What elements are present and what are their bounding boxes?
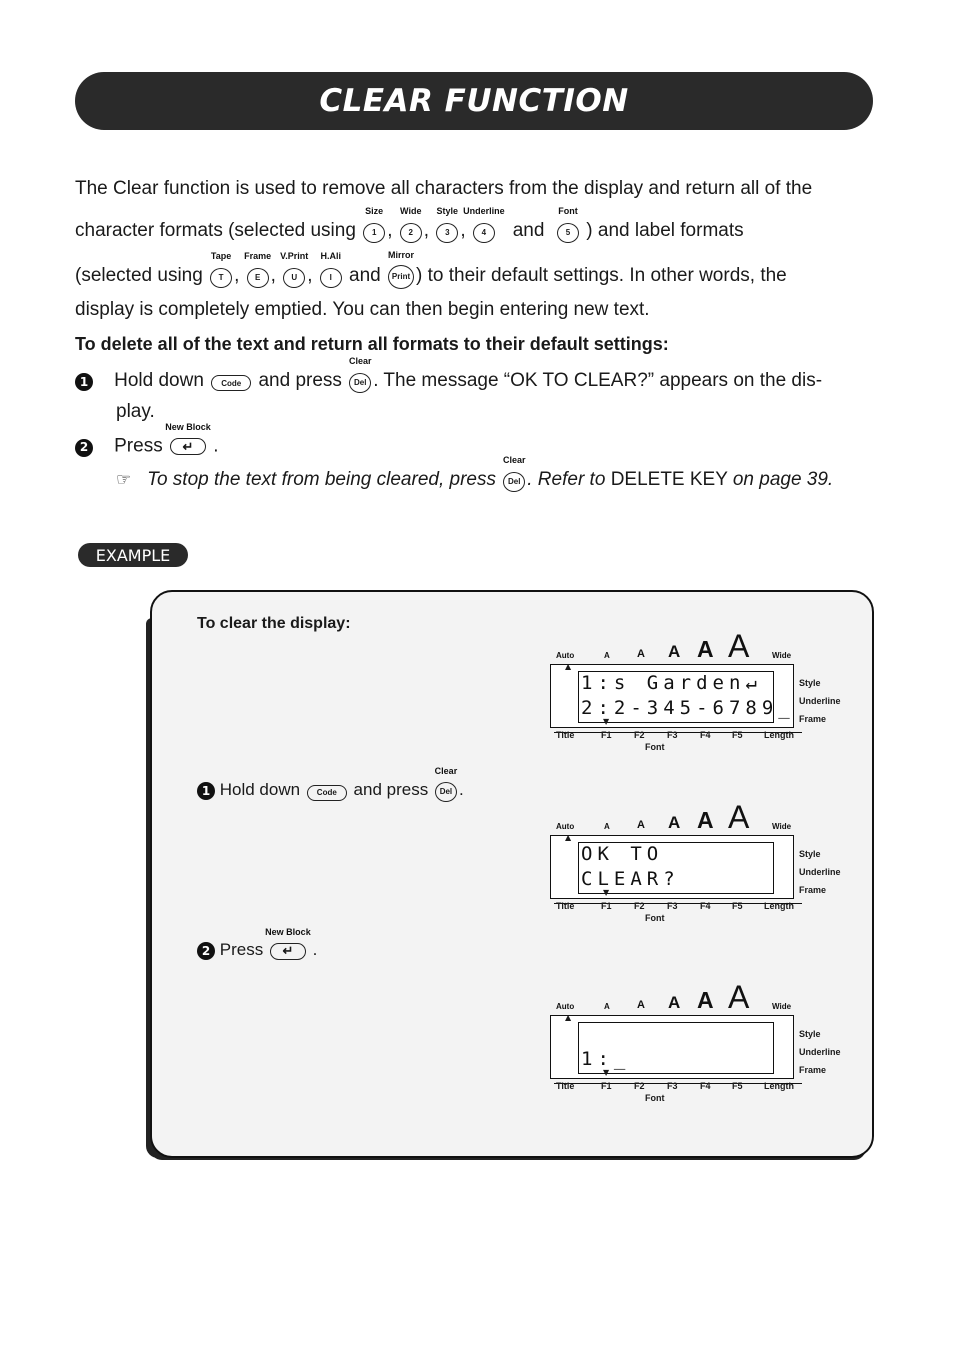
lcd-underline-label: Underline	[799, 696, 841, 706]
lcd-screen: ▲ OK TO CLEAR? ▼	[550, 835, 794, 899]
clear-key-icon: Clear Del	[435, 779, 457, 802]
code-key-icon: Code	[307, 780, 347, 801]
clear-key-icon: Clear Del	[503, 468, 525, 492]
lcd-underline-label: Underline	[799, 867, 841, 877]
intro-and: and	[512, 219, 545, 241]
lcd-size-indicators: Auto A A A A A Wide	[556, 979, 792, 1015]
intro-line-2: character formats (selected using Size 1 , Wide 2 , Style 3 , Underline 4 and Font 5 ) and label formats	[75, 206, 744, 241]
note-text: To stop the text from being cleared, press	[147, 468, 496, 490]
intro-text: character formats (selected using	[75, 219, 356, 241]
step-text: .	[213, 435, 219, 457]
intro-text: (selected using	[75, 264, 203, 286]
example-step-1	[197, 766, 464, 802]
lcd-font-label: Font	[645, 913, 665, 923]
lcd-line-2: CLEAR?	[581, 868, 680, 890]
example-step-2-number: 2	[197, 942, 215, 960]
new-block-key-icon: New Block ↵	[165, 422, 211, 454]
lcd-line-2: 2:2-345-6789_	[581, 697, 795, 719]
intro-text: ) and label formats	[586, 219, 744, 241]
lcd-line-1: OK TO	[581, 843, 664, 865]
font-key-icon: Font 5	[557, 219, 579, 243]
note-text: on page 39.	[732, 468, 834, 490]
hali-key-icon: H.Ali I	[320, 264, 342, 288]
lcd-line-1: 1:s Garden↵	[581, 672, 762, 694]
example-tag: EXAMPLE	[78, 543, 188, 567]
step-text: . The message “OK TO CLEAR?” appears on the dis-	[373, 369, 823, 391]
example-step-text: .	[458, 779, 464, 799]
lcd-style-label: Style	[799, 678, 821, 688]
example-heading: To clear the display:	[197, 615, 351, 632]
example-step-1-number: 1	[197, 782, 215, 800]
clear-key-icon: Clear Del	[349, 369, 371, 393]
step-2-number: 2	[75, 439, 93, 457]
style-key-icon: Style 3	[436, 219, 458, 243]
lcd-frame-label: Frame	[799, 1065, 827, 1075]
lcd-line-2: 1:_	[581, 1048, 631, 1070]
step-1-number: 1	[75, 373, 93, 391]
lcd-screen: ▲ 1:_ ▼	[550, 1015, 794, 1079]
wide-key-icon: Wide 2	[400, 219, 422, 243]
lcd-style-label: Style	[799, 1029, 821, 1039]
pointing-hand-icon: ☞	[116, 469, 132, 489]
vprint-key-icon: V.Print U	[283, 264, 305, 288]
intro-line-4: display is completely emptied. You can then begin entering new text.	[75, 299, 650, 320]
lcd-screen: ▲ 1:s Garden↵ 2:2-345-6789_ ▼	[550, 664, 794, 728]
lcd-frame-label: Frame	[799, 885, 827, 895]
intro-and: and	[349, 264, 381, 286]
subheading: To delete all of the text and return all formats to their default settings:	[75, 334, 669, 354]
step-text: Press	[114, 435, 163, 457]
step-1-cont: play.	[116, 401, 155, 422]
lcd-font-label: Font	[645, 1093, 665, 1103]
size-key-icon: Size 1	[363, 219, 385, 243]
underline-key-icon: Underline 4	[473, 219, 495, 243]
step-1	[75, 356, 823, 393]
title-banner	[75, 72, 873, 130]
example-step-text: Press	[219, 940, 264, 959]
lcd-frame-label: Frame	[799, 714, 827, 724]
example-step-text: Hold down	[219, 779, 301, 799]
note	[116, 455, 834, 492]
lcd-style-label: Style	[799, 849, 821, 859]
step-text: Hold down	[114, 369, 204, 391]
example-step-text: and press	[353, 779, 429, 799]
tape-key-icon: Tape T	[210, 264, 232, 288]
page-title: CLEAR FUNCTION	[319, 83, 629, 119]
intro-line-1: The Clear function is used to remove all characters from the display and return all of the	[75, 178, 813, 199]
frame-key-icon: Frame E	[247, 264, 269, 288]
step-text: and press	[258, 369, 342, 391]
code-key-icon: Code	[211, 370, 251, 393]
print-key-icon: Mirror Print	[388, 263, 414, 289]
example-step-2	[197, 927, 318, 961]
note-text: . Refer to	[527, 468, 606, 490]
lcd-size-indicators: Auto A A A A A Wide	[556, 799, 792, 835]
note-ref: DELETE KEY	[610, 468, 728, 490]
new-block-key-icon: New Block ↵	[265, 927, 311, 959]
example-step-text: .	[312, 940, 318, 959]
intro-line-3: (selected using Tape T , Frame E , V.Print U , H.Ali I and Mirror Print ) to their default settings. In other words, the	[75, 263, 787, 289]
lcd-size-indicators: Auto A A A A A Wide	[556, 628, 792, 664]
lcd-underline-label: Underline	[799, 1047, 841, 1057]
lcd-font-label: Font	[645, 742, 665, 752]
step-2	[75, 422, 219, 458]
intro-text: ) to their default settings. In other words, the	[416, 264, 787, 286]
